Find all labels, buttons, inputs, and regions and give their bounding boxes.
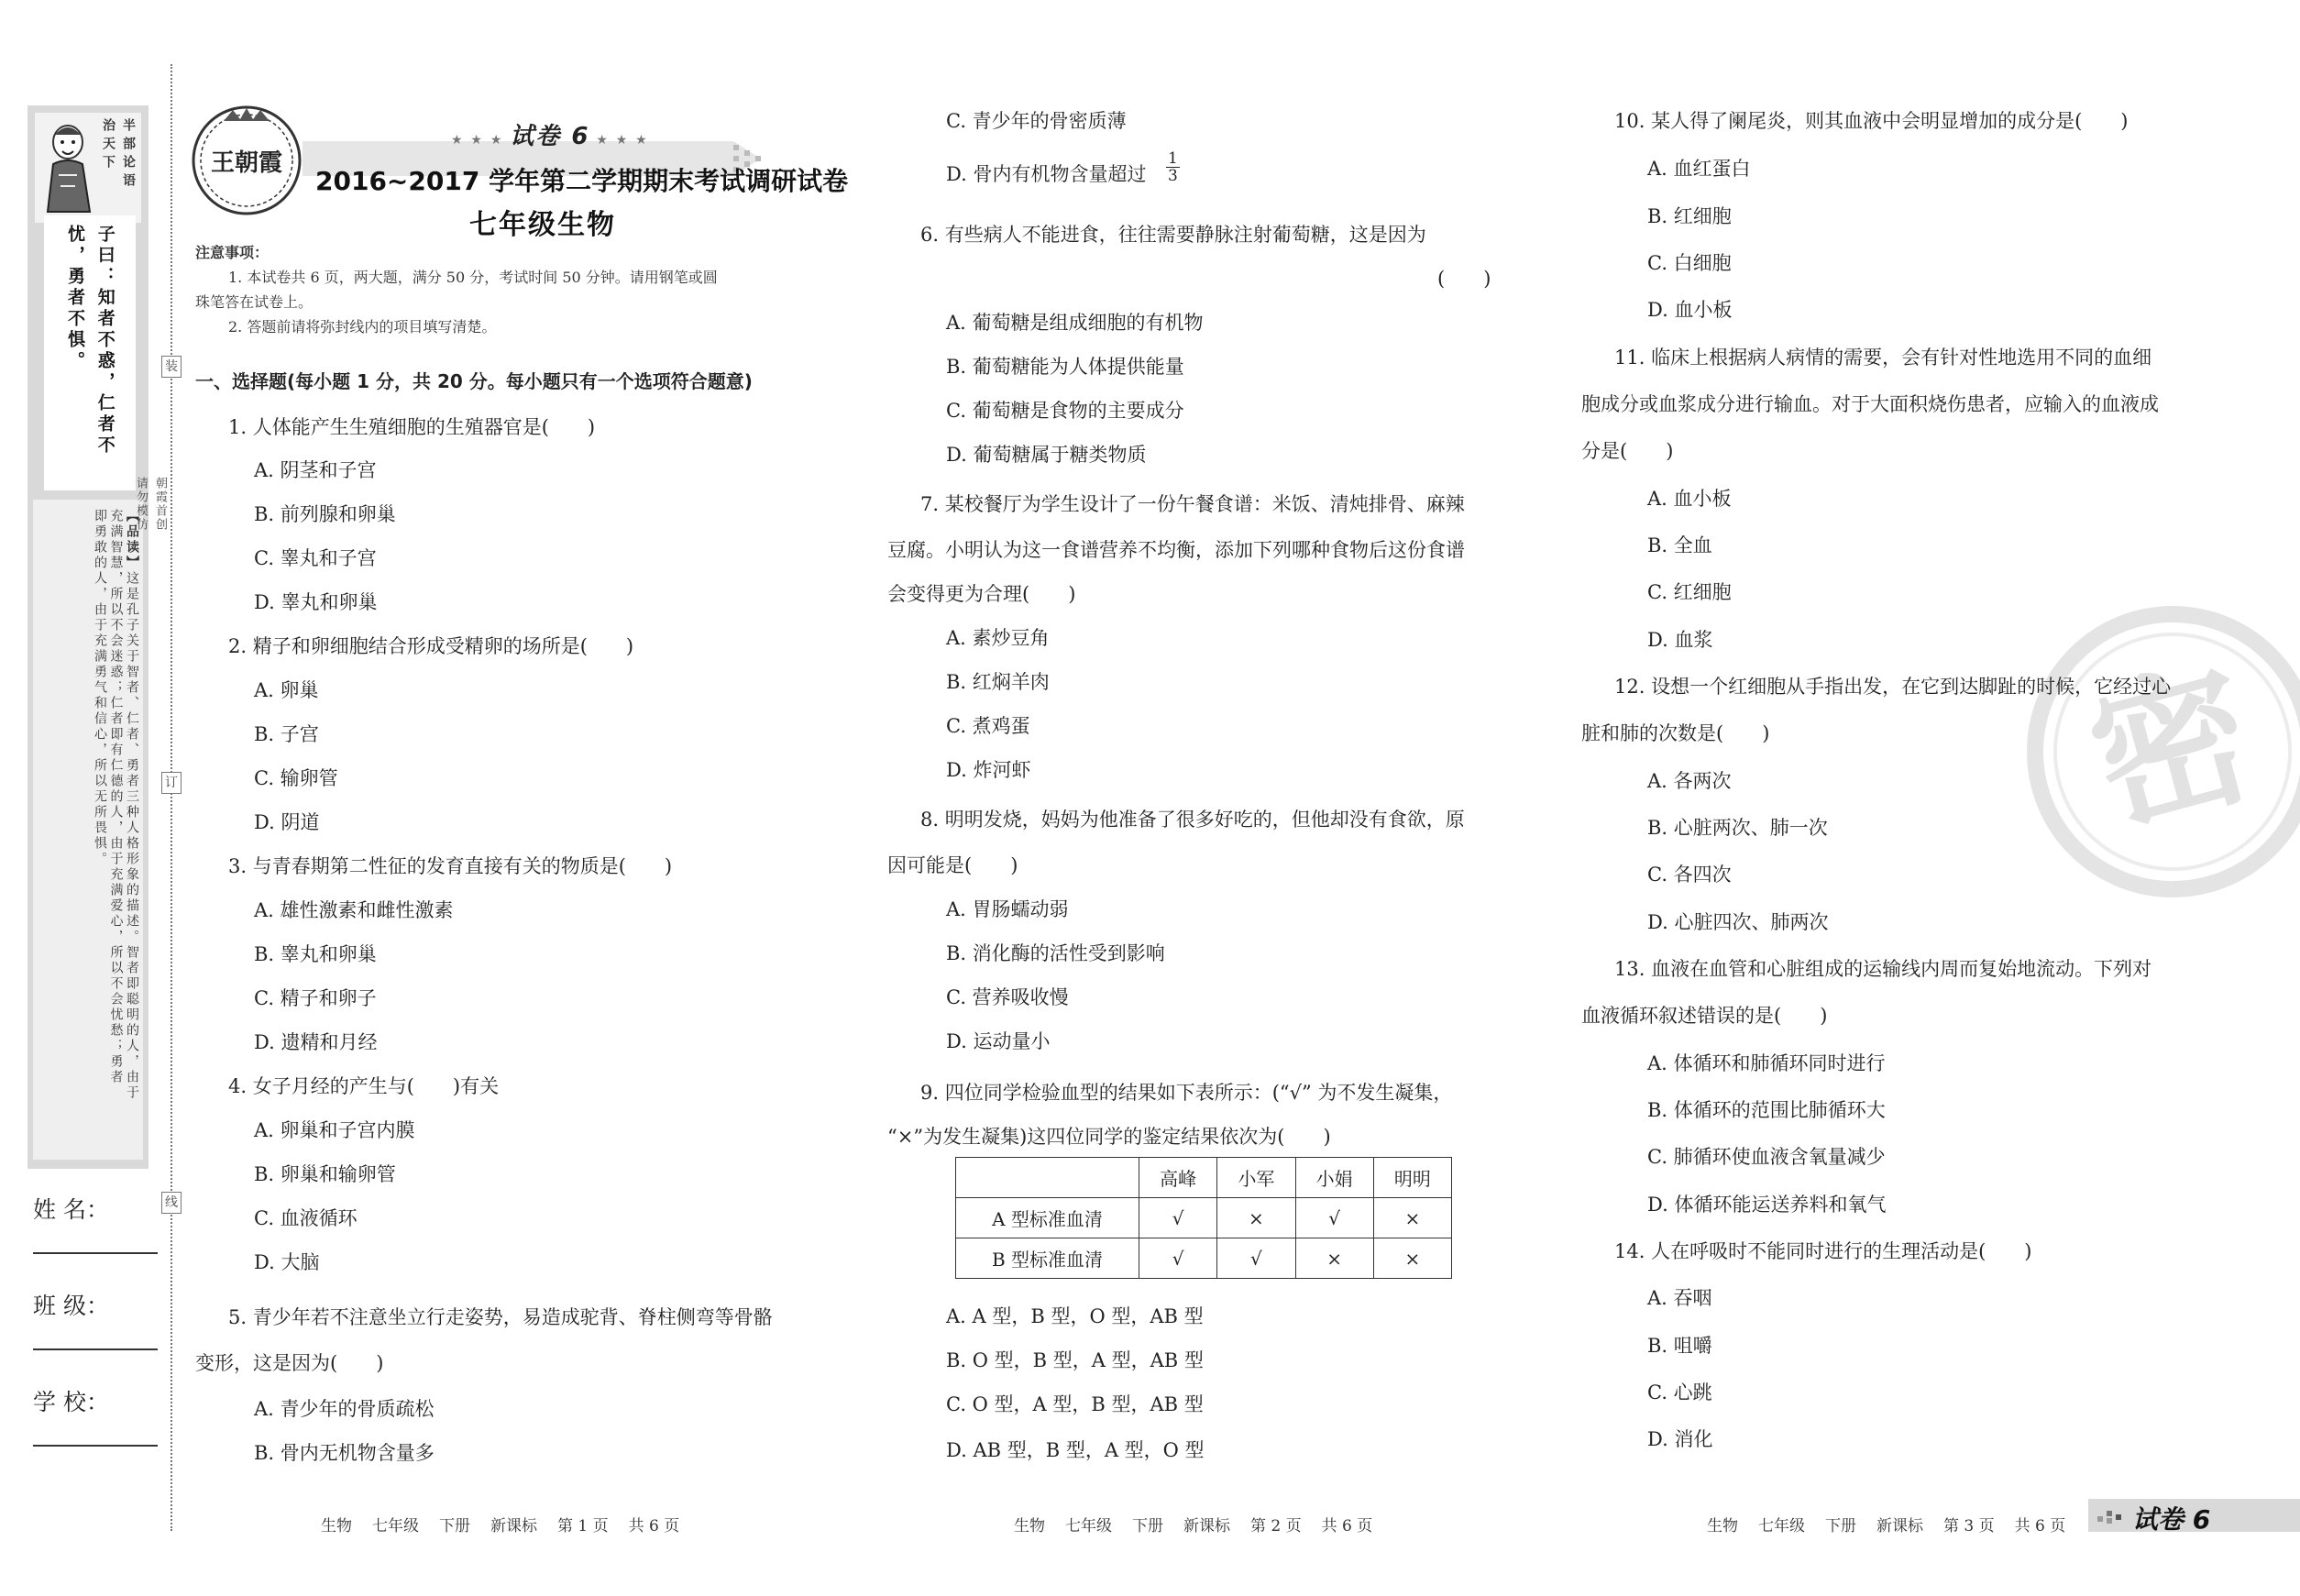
school-blank-line[interactable] xyxy=(33,1445,158,1447)
table-cell: √ xyxy=(1139,1198,1217,1238)
answer-option: B. 体循环的范围比肺循环大 xyxy=(1647,1099,1886,1121)
question-text-continued: 会变得更为合理( ) xyxy=(887,583,1076,605)
footer-item: 新课标 xyxy=(1876,1517,1923,1535)
answer-option: A. 阴茎和子宫 xyxy=(254,459,377,481)
question-text: 6. 有些病人不能进食，往往需要静脉注射葡萄糖，这是因为 xyxy=(920,224,1426,246)
answer-option: B. 卵巢和输卵管 xyxy=(254,1163,396,1185)
answer-option: D. 体循环能运送养料和氧气 xyxy=(1647,1194,1887,1216)
paper-label: 试卷 xyxy=(510,123,562,150)
paper-number-label xyxy=(451,117,649,151)
school-label: 学 校： xyxy=(33,1389,109,1415)
footer-item: 共 6 页 xyxy=(628,1517,680,1535)
question-text: 8. 明明发烧，妈妈为他准备了很多好吃的，但他却没有食欲，原 xyxy=(920,809,1465,831)
answer-option: B. 咀嚼 xyxy=(1647,1335,1712,1357)
fraction-one-third xyxy=(1166,150,1180,184)
answer-option: A. 血红蛋白 xyxy=(1647,158,1751,180)
answer-option: B. 红焖羊肉 xyxy=(946,671,1050,693)
question-text: 2. 精子和卵细胞结合形成受精卵的场所是( ) xyxy=(228,635,634,657)
notes-item: 1. 本试卷共 6 页，两大题，满分 50 分，考试时间 50 分钟。请用钢笔或圆 xyxy=(228,269,718,286)
answer-option: B. 睾丸和卵巢 xyxy=(254,943,377,965)
exam-subject: 七年级生物 xyxy=(469,209,616,241)
pindu-line: 即勇敢的人，由于充满勇气和信心，所以无所畏惧。 xyxy=(93,509,107,867)
class-field[interactable] xyxy=(33,1288,158,1321)
footer-item: 新课标 xyxy=(490,1517,537,1535)
answer-option: B. 全血 xyxy=(1647,534,1712,556)
seal-note xyxy=(134,477,169,532)
pindu-line xyxy=(124,509,140,1150)
question-text: 5. 青少年若不注意坐立行走姿势，易造成驼背、脊柱侧弯等骨骼 xyxy=(228,1306,773,1328)
table-header-cell: 高峰 xyxy=(1139,1158,1217,1198)
table-cell: √ xyxy=(1295,1198,1373,1238)
question-text-continued: 脏和肺的次数是( ) xyxy=(1581,722,1770,744)
answer-option: B. O 型，B 型，A 型，AB 型 xyxy=(946,1349,1204,1371)
table-cell: √ xyxy=(1139,1238,1217,1279)
answer-option: D. 阴道 xyxy=(254,811,320,833)
table-cell: B 型标准血清 xyxy=(956,1238,1139,1279)
answer-option: C. 煮鸡蛋 xyxy=(946,715,1030,737)
answer-option: D. AB 型，B 型，A 型，O 型 xyxy=(946,1439,1205,1461)
question-text: 12. 设想一个红细胞从手指出发，在它到达脚趾的时候，它经过心 xyxy=(1614,676,2172,698)
table-row xyxy=(956,1238,1452,1279)
question-text: 14. 人在呼吸时不能同时进行的生理活动是( ) xyxy=(1614,1240,2032,1262)
answer-option: B. 前列腺和卵巢 xyxy=(254,503,396,525)
answer-option: C. 营养吸收慢 xyxy=(946,986,1069,1008)
answer-option: A. 素炒豆角 xyxy=(946,627,1050,649)
footer-item: 下册 xyxy=(439,1517,470,1535)
footer-item: 生物 xyxy=(1707,1517,1738,1535)
pindu-title: 【品读】 xyxy=(125,509,139,571)
question-text-continued: “×”为发生凝集)这四位同学的鉴定结果依次为( ) xyxy=(887,1126,1331,1148)
fraction-numerator: 1 xyxy=(1168,149,1178,168)
quote-line: 子曰：知者不惑，仁者不 xyxy=(94,225,116,457)
class-label: 班 级： xyxy=(33,1293,109,1319)
answer-option: D. 骨内有机物含量超过 xyxy=(946,163,1147,185)
footer-item: 新课标 xyxy=(1183,1517,1230,1535)
answer-option: D. 遗精和月经 xyxy=(254,1031,378,1053)
motto xyxy=(101,118,138,192)
pindu-commentary xyxy=(33,500,143,1160)
answer-option: C. 肺循环使血液含氧量减少 xyxy=(1647,1146,1886,1168)
footer-item: 七年级 xyxy=(1065,1517,1112,1535)
answer-option: A. 吞咽 xyxy=(1647,1287,1712,1309)
footer-item: 七年级 xyxy=(372,1517,419,1535)
question-text-continued: 豆腐。小明认为这一食谱营养不均衡，添加下列哪种食物后这份食谱 xyxy=(887,539,1465,561)
answer-option: A. 葡萄糖是组成细胞的有机物 xyxy=(946,312,1204,334)
answer-option: A. 卵巢 xyxy=(254,679,319,701)
answer-option: B. 子宫 xyxy=(254,723,319,745)
seal-line xyxy=(171,64,172,1531)
seal-char: 线 xyxy=(161,1192,182,1214)
table-row xyxy=(956,1198,1452,1238)
answer-option: C. 输卵管 xyxy=(254,767,338,789)
answer-option: A. 各两次 xyxy=(1647,770,1732,792)
answer-option: D. 心脏四次、肺两次 xyxy=(1647,911,1829,933)
table-header-cell xyxy=(956,1158,1139,1198)
answer-option: C. 精子和卵子 xyxy=(254,987,377,1009)
answer-option: D. 运动量小 xyxy=(946,1030,1051,1052)
confucius-portrait-icon xyxy=(40,120,97,215)
question-text-continued: 分是( ) xyxy=(1581,440,1674,462)
seal-char: 装 xyxy=(161,356,182,378)
seal-note-line: 朝霞首创 xyxy=(153,477,167,532)
answer-option: D. 睾丸和卵巢 xyxy=(254,591,378,613)
seal-note-line: 请勿模仿 xyxy=(134,477,148,532)
answer-option: C. 血液循环 xyxy=(254,1207,358,1229)
stamp-char: 密 xyxy=(2073,641,2271,857)
class-blank-line[interactable] xyxy=(33,1348,158,1350)
question-text: 7. 某校餐厅为学生设计了一份午餐食谱：米饭、清炖排骨、麻辣 xyxy=(920,493,1465,515)
footer-item: 下册 xyxy=(1825,1517,1856,1535)
question-text: 9. 四位同学检验血型的结果如下表所示：(“√” 为不发生凝集， xyxy=(920,1082,1453,1104)
footer-item: 共 6 页 xyxy=(1321,1517,1373,1535)
table-cell: × xyxy=(1217,1198,1295,1238)
motto-line: 半部论语 xyxy=(121,118,136,192)
answer-option: A. 体循环和肺循环同时进行 xyxy=(1647,1052,1886,1074)
answer-option: B. 骨内无机物含量多 xyxy=(254,1442,435,1464)
notes-item: 2. 答题前请将弥封线内的项目填写清楚。 xyxy=(228,318,497,336)
paper-number: 6 xyxy=(571,123,590,150)
answer-bracket: ( ) xyxy=(1437,268,1491,290)
answer-option: A. 血小板 xyxy=(1647,488,1732,510)
seal-char: 订 xyxy=(161,772,182,794)
pindu-line: 充满智慧，所以不会迷惑；仁者即有仁德的人，由于充满爱心，所以不会忧愁；勇者 xyxy=(108,509,124,1085)
answer-option: D. 消化 xyxy=(1647,1428,1713,1450)
answer-option: B. 心脏两次、肺一次 xyxy=(1647,817,1828,839)
question-text-continued: 胞成分或血浆成分进行输血。对于大面积烧伤患者，应输入的血液成 xyxy=(1581,393,2159,415)
table-cell: A 型标准血清 xyxy=(956,1198,1139,1238)
question-text-continued: 变形，这是因为( ) xyxy=(195,1352,384,1374)
confucius-panel xyxy=(35,113,141,223)
blood-type-table xyxy=(955,1157,1452,1279)
exam-title: 2016~2017 学年第二学期期末考试调研试卷 xyxy=(315,166,849,196)
table-header-cell: 明明 xyxy=(1373,1158,1451,1198)
notes-title: 注意事项： xyxy=(195,244,270,261)
question-text: 1. 人体能产生生殖细胞的生殖器官是( ) xyxy=(228,416,596,438)
name-blank-line[interactable] xyxy=(33,1252,158,1254)
corner-paper-label: 试卷 6 xyxy=(2132,1504,2211,1535)
section-title: 一、选择题(每小题 1 分，共 20 分。每小题只有一个选项符合题意) xyxy=(195,370,753,392)
fraction-denominator: 3 xyxy=(1168,167,1178,185)
motto-line: 治天下 xyxy=(101,118,116,173)
binding-strip xyxy=(28,105,149,1169)
brand-logo xyxy=(187,101,306,220)
footer-item: 下册 xyxy=(1132,1517,1163,1535)
answer-option: D. 炸河虾 xyxy=(946,759,1031,781)
question-text-continued: 血液循环叙述错误的是( ) xyxy=(1581,1005,1828,1027)
answer-option: C. 心跳 xyxy=(1647,1381,1712,1403)
footer-item: 共 6 页 xyxy=(2014,1517,2066,1535)
answer-option: C. 葡萄糖是食物的主要成分 xyxy=(946,400,1184,422)
answer-option: D. 血浆 xyxy=(1647,629,1713,651)
footer-item: 第 3 页 xyxy=(1943,1517,1995,1535)
notes xyxy=(195,240,819,339)
page-footer-2 xyxy=(1014,1513,1392,1535)
question-text: 13. 血液在血管和心脏组成的运输线内周而复始地流动。下列对 xyxy=(1614,958,2152,980)
confucius-quote xyxy=(44,215,136,490)
answer-option: A. 青少年的骨质疏松 xyxy=(254,1398,435,1420)
answer-option: C. 睾丸和子宫 xyxy=(254,547,377,569)
answer-option: B. 葡萄糖能为人体提供能量 xyxy=(946,356,1184,378)
table-cell: × xyxy=(1373,1198,1451,1238)
page-footer-3 xyxy=(1707,1513,2085,1535)
table-cell: √ xyxy=(1217,1238,1295,1279)
answer-option: C. 红细胞 xyxy=(1647,581,1732,603)
question-text-continued: 因可能是( ) xyxy=(887,854,1018,876)
name-label: 姓 名： xyxy=(33,1196,109,1223)
question-text: 4. 女子月经的产生与( )有关 xyxy=(228,1075,500,1097)
name-field[interactable] xyxy=(33,1192,158,1225)
confidential-stamp-icon xyxy=(2026,605,2300,898)
footer-item: 生物 xyxy=(321,1517,352,1535)
answer-option: D. 大脑 xyxy=(254,1251,320,1273)
answer-option: A. 卵巢和子宫内膜 xyxy=(254,1119,415,1141)
footer-item: 生物 xyxy=(1014,1517,1045,1535)
answer-option: B. 消化酶的活性受到影响 xyxy=(946,942,1165,964)
star-decoration-icon: ★ ★ ★ xyxy=(589,133,649,148)
page-footer-1 xyxy=(321,1513,699,1535)
answer-option: B. 红细胞 xyxy=(1647,205,1732,227)
question-text: 10. 某人得了阑尾炎，则其血液中会明显增加的成分是( ) xyxy=(1614,110,2129,132)
answer-option: C. 各四次 xyxy=(1647,864,1732,886)
table-header-row xyxy=(956,1158,1452,1198)
answer-option: C. 白细胞 xyxy=(1647,252,1732,274)
quote-line: 忧，勇者不惧。 xyxy=(65,225,85,372)
footer-item: 第 2 页 xyxy=(1250,1517,1302,1535)
answer-option: C. O 型，A 型，B 型，AB 型 xyxy=(946,1393,1204,1415)
table-cell: × xyxy=(1373,1238,1451,1279)
table-header-cell: 小军 xyxy=(1217,1158,1295,1198)
notes-item: 珠笔答在试卷上。 xyxy=(195,293,314,311)
school-field[interactable] xyxy=(33,1384,158,1417)
footer-item: 第 1 页 xyxy=(557,1517,609,1535)
answer-option: A. 雄性激素和雌性激素 xyxy=(254,899,454,921)
answer-option: A. A 型，B 型，O 型，AB 型 xyxy=(946,1305,1204,1327)
answer-option: D. 葡萄糖属于糖类物质 xyxy=(946,444,1147,466)
question-text: 11. 临床上根据病人病情的需要，会有针对性地选用不同的血细 xyxy=(1614,347,2152,369)
table-header-cell: 小娟 xyxy=(1295,1158,1373,1198)
footer-item: 七年级 xyxy=(1758,1517,1805,1535)
answer-option: D. 血小板 xyxy=(1647,299,1733,321)
pindu-text: 这是孔子关于智者、仁者、勇者三种人格形象的描述。智者即聪明的人，由于 xyxy=(125,571,139,1101)
corner-dots-icon xyxy=(2097,1507,2127,1525)
answer-option: A. 胃肠蠕动弱 xyxy=(946,898,1069,920)
question-text: 3. 与青春期第二性征的发育直接有关的物质是( ) xyxy=(228,855,673,877)
star-decoration-icon: ★ ★ ★ xyxy=(451,133,511,148)
brand-text: 王朝霞 xyxy=(210,149,283,177)
answer-option: C. 青少年的骨密质薄 xyxy=(946,110,1127,132)
table-cell: × xyxy=(1295,1238,1373,1279)
